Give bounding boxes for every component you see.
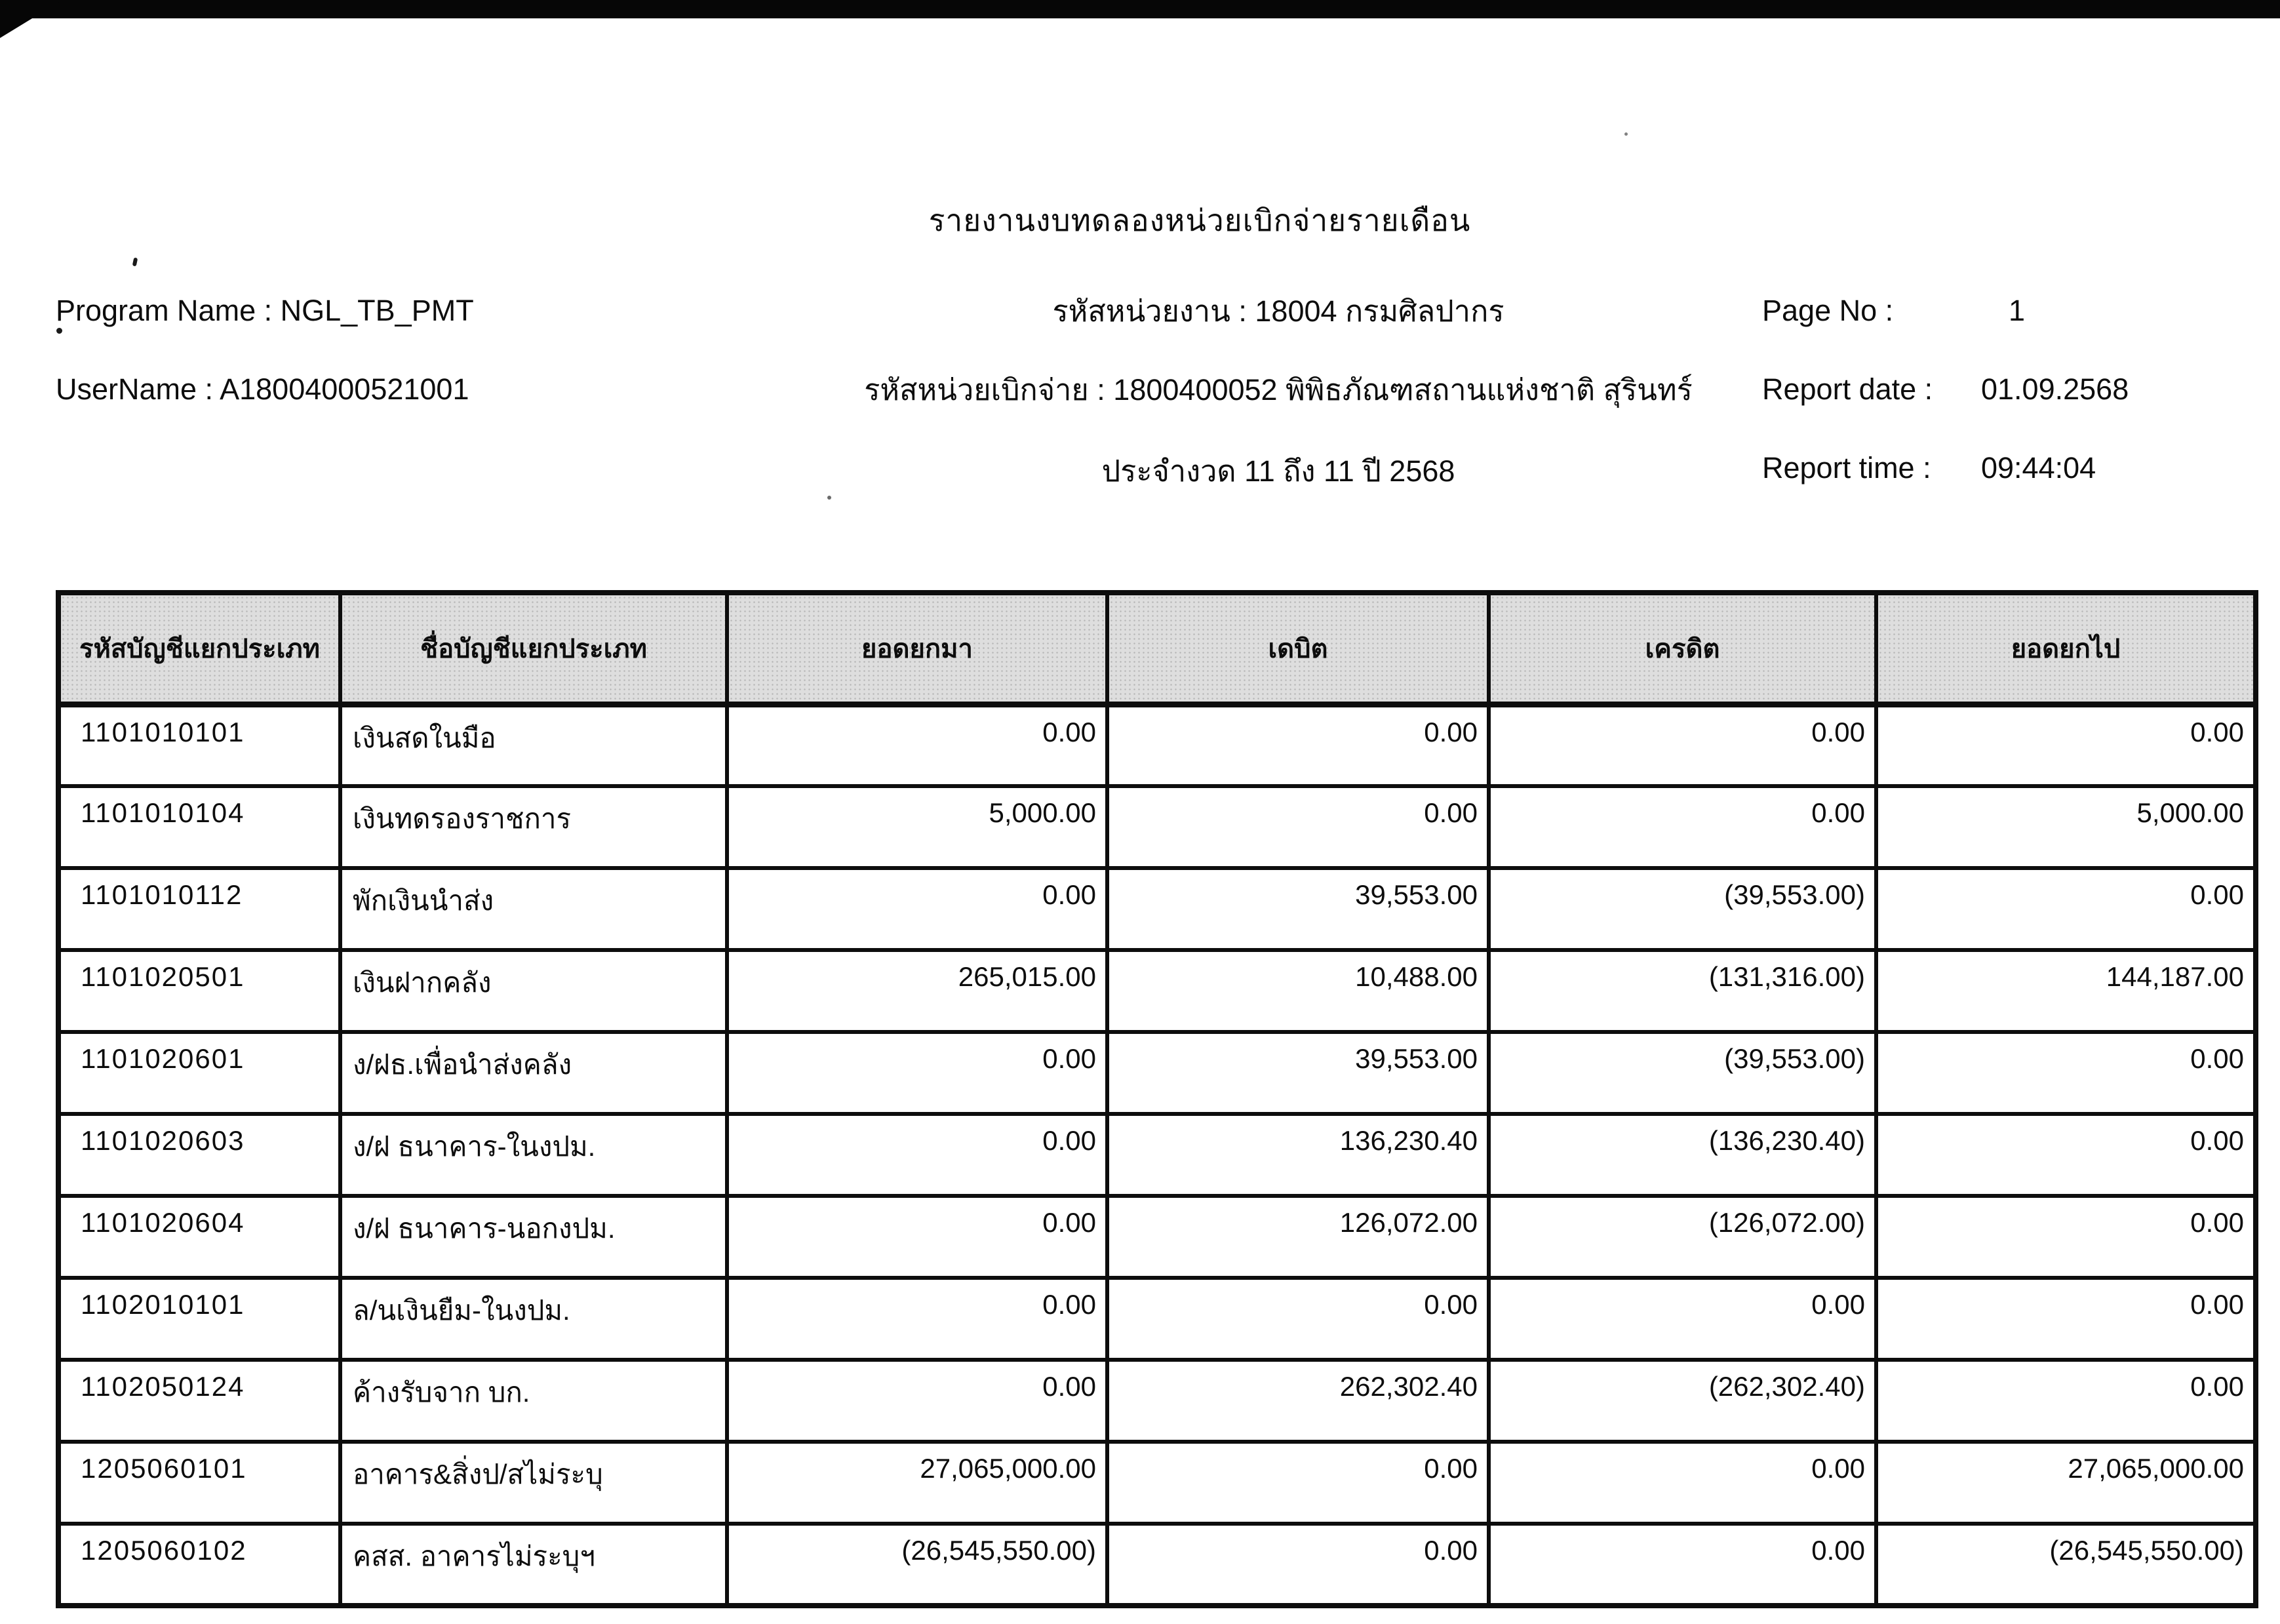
agency-line	[754, 287, 1803, 334]
cell-credit: 0.00	[1489, 1278, 1876, 1360]
scan-artifact-wedge	[0, 0, 62, 38]
username-label: UserName :	[56, 372, 214, 406]
cell-account-name: ค้างรับจาก บก.	[340, 1360, 727, 1442]
cell-credit: (126,072.00)	[1489, 1196, 1876, 1278]
cell-account-name: เงินฝากคลัง	[340, 950, 727, 1032]
cell-credit: 0.00	[1489, 786, 1876, 868]
cell-account-code: 1101020501	[58, 950, 340, 1032]
table-row	[58, 1114, 2256, 1196]
cell-closing-balance: 0.00	[1876, 1196, 2256, 1278]
cell-account-code: 1101010112	[58, 868, 340, 950]
cell-account-code: 1101010104	[58, 786, 340, 868]
col-header-credit: เครดิต	[1489, 593, 1876, 704]
cell-account-name: คสส. อาคารไม่ระบุฯ	[340, 1524, 727, 1606]
page-no-line	[1762, 294, 2280, 328]
report-time-value: 09:44:04	[1981, 451, 2096, 485]
table-row	[58, 1196, 2256, 1278]
cell-account-code: 1205060101	[58, 1442, 340, 1524]
disbursement-unit-line	[754, 366, 1803, 413]
cell-debit: 10,488.00	[1107, 950, 1489, 1032]
table-row	[58, 1032, 2256, 1114]
cell-closing-balance: 0.00	[1876, 868, 2256, 950]
cell-account-name: เงินสดในมือ	[340, 704, 727, 786]
cell-opening-balance: 0.00	[727, 704, 1107, 786]
cell-credit: (262,302.40)	[1489, 1360, 1876, 1442]
disbursement-unit-value: 1800400052 พิพิธภัณฑสถานแห่งชาติ สุรินทร์	[1113, 373, 1693, 406]
cell-account-code: 1102010101	[58, 1278, 340, 1360]
report-time-label: Report time :	[1762, 451, 1931, 485]
cell-closing-balance: 0.00	[1876, 1114, 2256, 1196]
cell-opening-balance: (26,545,550.00)	[727, 1524, 1107, 1606]
program-name-line	[56, 294, 474, 328]
cell-credit: (136,230.40)	[1489, 1114, 1876, 1196]
cell-debit: 0.00	[1107, 704, 1489, 786]
cell-account-code: 1101020601	[58, 1032, 340, 1114]
table-row	[58, 704, 2256, 786]
table-header-row	[58, 593, 2256, 704]
col-header-opening-balance: ยอดยกมา	[727, 593, 1107, 704]
cell-account-code: 1101010101	[58, 704, 340, 786]
report-date-line	[1762, 372, 2280, 406]
cell-account-code: 1101020603	[58, 1114, 340, 1196]
col-header-account-name: ชื่อบัญชีแยกประเภท	[340, 593, 727, 704]
cell-account-name: อาคาร&สิ่งป/สไม่ระบุ	[340, 1442, 727, 1524]
username-value: A18004000521001	[220, 372, 469, 406]
report-time-line	[1762, 451, 2280, 485]
cell-credit: 0.00	[1489, 1442, 1876, 1524]
cell-account-name: ล/นเงินยืม-ในงปม.	[340, 1278, 727, 1360]
cell-debit: 0.00	[1107, 1442, 1489, 1524]
cell-account-name: ง/ฝธ.เพื่อนำส่งคลัง	[340, 1032, 727, 1114]
cell-closing-balance: (26,545,550.00)	[1876, 1524, 2256, 1606]
cell-closing-balance: 27,065,000.00	[1876, 1442, 2256, 1524]
report-title: รายงานงบทดลองหน่วยเบิกจ่ายรายเดือน	[928, 203, 1471, 237]
table-row	[58, 1360, 2256, 1442]
cell-opening-balance: 27,065,000.00	[727, 1442, 1107, 1524]
table-row	[58, 786, 2256, 868]
table-row	[58, 868, 2256, 950]
program-name-value: NGL_TB_PMT	[280, 294, 474, 327]
cell-debit: 39,553.00	[1107, 1032, 1489, 1114]
trial-balance-table	[56, 590, 2258, 1608]
cell-closing-balance: 0.00	[1876, 1360, 2256, 1442]
cell-credit: (39,553.00)	[1489, 868, 1876, 950]
scan-artifact-bar	[0, 0, 2280, 18]
cell-account-code: 1205060102	[58, 1524, 340, 1606]
cell-debit: 39,553.00	[1107, 868, 1489, 950]
page-no-value: 1	[2009, 294, 2026, 327]
cell-opening-balance: 0.00	[727, 1196, 1107, 1278]
cell-account-name: เงินทดรองราชการ	[340, 786, 727, 868]
table-row	[58, 1524, 2256, 1606]
cell-opening-balance: 0.00	[727, 1032, 1107, 1114]
cell-debit: 0.00	[1107, 1278, 1489, 1360]
cell-debit: 126,072.00	[1107, 1196, 1489, 1278]
cell-closing-balance: 0.00	[1876, 1032, 2256, 1114]
cell-debit: 136,230.40	[1107, 1114, 1489, 1196]
cell-account-name: พักเงินนำส่ง	[340, 868, 727, 950]
col-header-debit: เดบิต	[1107, 593, 1489, 704]
agency-value: 18004 กรมศิลปากร	[1255, 294, 1504, 328]
table-row	[58, 950, 2256, 1032]
cell-closing-balance: 5,000.00	[1876, 786, 2256, 868]
period-line: ประจำงวด 11 ถึง 11 ปี 2568	[1101, 454, 1455, 488]
cell-opening-balance: 5,000.00	[727, 786, 1107, 868]
cell-opening-balance: 0.00	[727, 1114, 1107, 1196]
cell-credit: (131,316.00)	[1489, 950, 1876, 1032]
cell-account-name: ง/ฝ ธนาคาร-ในงปม.	[340, 1114, 727, 1196]
cell-opening-balance: 0.00	[727, 868, 1107, 950]
program-name-label: Program Name :	[56, 294, 273, 327]
col-header-closing-balance: ยอดยกไป	[1876, 593, 2256, 704]
table-row	[58, 1442, 2256, 1524]
cell-closing-balance: 144,187.00	[1876, 950, 2256, 1032]
cell-account-code: 1101020604	[58, 1196, 340, 1278]
cell-opening-balance: 265,015.00	[727, 950, 1107, 1032]
cell-debit: 0.00	[1107, 1524, 1489, 1606]
agency-label: รหัสหน่วยงาน :	[1052, 294, 1247, 328]
cell-debit: 262,302.40	[1107, 1360, 1489, 1442]
scan-speck	[56, 328, 62, 334]
scan-speck	[1624, 132, 1628, 136]
username-line	[56, 372, 469, 406]
disbursement-unit-label: รหัสหน่วยเบิกจ่าย :	[864, 373, 1105, 406]
cell-credit: 0.00	[1489, 704, 1876, 786]
cell-credit: (39,553.00)	[1489, 1032, 1876, 1114]
table-row	[58, 1278, 2256, 1360]
cell-account-name: ง/ฝ ธนาคาร-นอกงปม.	[340, 1196, 727, 1278]
page-no-label: Page No :	[1762, 294, 1894, 327]
cell-debit: 0.00	[1107, 786, 1489, 868]
cell-opening-balance: 0.00	[727, 1278, 1107, 1360]
scan-speck	[827, 496, 831, 500]
cell-opening-balance: 0.00	[727, 1360, 1107, 1442]
cell-account-code: 1102050124	[58, 1360, 340, 1442]
col-header-account-code: รหัสบัญชีแยกประเภท	[58, 593, 340, 704]
cell-credit: 0.00	[1489, 1524, 1876, 1606]
report-date-value: 01.09.2568	[1981, 372, 2129, 406]
cell-closing-balance: 0.00	[1876, 704, 2256, 786]
report-date-label: Report date :	[1762, 372, 1933, 406]
scan-speck	[132, 258, 138, 267]
cell-closing-balance: 0.00	[1876, 1278, 2256, 1360]
